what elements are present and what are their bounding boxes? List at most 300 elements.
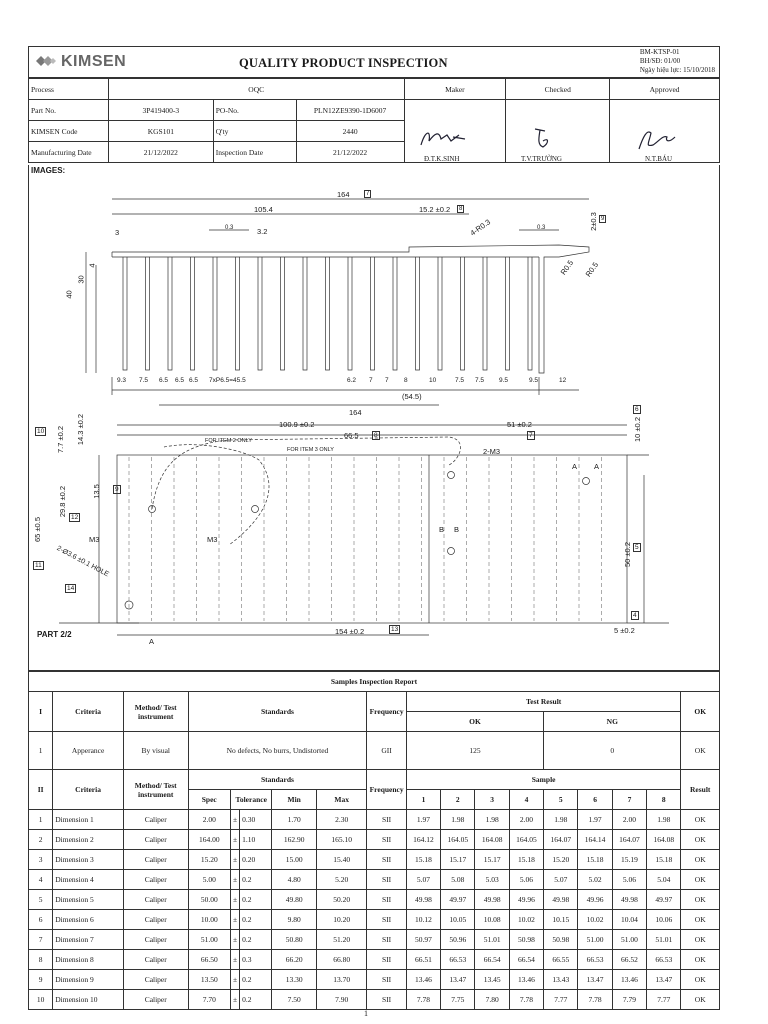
sample-value: 13.46 [406,970,440,990]
sample-value: 15.18 [509,850,543,870]
row-freq: SII [367,810,406,830]
sample-value: 1.98 [544,810,578,830]
sample-value: 15.18 [647,850,681,870]
sample-value: 13.43 [544,970,578,990]
row-name: Dimension 4 [53,870,124,890]
sample-value: 15.20 [544,850,578,870]
row-result: OK [681,930,720,950]
tag-9-bottom: 9 [115,486,119,493]
sample-value: 66.53 [441,950,475,970]
row-max: 10.20 [316,910,367,930]
sample-number-header: 3 [475,790,509,810]
tag-12: 12 [71,514,79,521]
dimension-row [29,910,720,930]
sample-value: 1.97 [578,810,612,830]
row-spec: 5.00 [188,870,230,890]
sample-value: 50.98 [509,930,543,950]
sec1-criteria-header: Criteria [53,692,124,732]
sample-value: 49.96 [509,890,543,910]
row-tol: 0.2 [240,910,272,930]
fin-spacing-dim: 7.5 [139,377,149,384]
tag-13: 13 [391,626,399,633]
samples-report-table [28,671,720,1010]
row-method: Caliper [123,810,188,830]
row-method: Caliper [123,970,188,990]
sub-header-tolerance: Tolerance [230,790,272,810]
row-idx: 5 [29,890,53,910]
part-label: PART 2/2 [37,630,72,639]
row-tol: 1.10 [240,830,272,850]
dim-135: 13.5 [91,484,101,499]
process-label: Process [29,79,109,100]
sample-value: 13.47 [647,970,681,990]
code-value: KGS101 [108,121,213,142]
row-pm: ± [230,830,239,850]
fin-spacing-dim: 10 [429,377,437,384]
approved-label: Approved [610,79,720,100]
sample-value: 13.47 [578,970,612,990]
code-label: KIMSEN Code [29,121,109,142]
sample-value: 1.98 [475,810,509,830]
part-label: Part No. [29,100,109,121]
dim-overall-bottom: 164 [349,408,362,417]
doc-revision: BH/SĐ: 01/00 [639,57,681,65]
section-a-bottom: A [149,637,155,646]
sample-value: 66.53 [647,950,681,970]
fin-spacing-dim: 7 [369,377,373,384]
row-spec: 51.00 [188,930,230,950]
row-method: Caliper [123,830,188,850]
row-tol: 0.2 [240,890,272,910]
sample-value: 49.97 [441,890,475,910]
row-name: Dimension 7 [53,930,124,950]
row-freq: SII [367,950,406,970]
sample-value: 7.78 [578,990,612,1010]
dim-h3: 3 [115,228,120,237]
sample-value: 51.00 [612,930,646,950]
row-pm: ± [230,850,239,870]
sample-value: 7.77 [647,990,681,1010]
fin-spacing-dim: 7.5 [475,377,485,384]
sample-value: 13.47 [441,970,475,990]
sample-value: 49.98 [612,890,646,910]
row-spec: 10.00 [188,910,230,930]
row-max: 66.80 [316,950,367,970]
sample-value: 5.07 [406,870,440,890]
row-result: OK [681,990,720,1010]
sec1-standards-header: Standards [188,692,367,732]
row-idx: 1 [29,810,53,830]
row-method: Caliper [123,870,188,890]
sample-value: 15.18 [406,850,440,870]
row-tol: 0.2 [240,990,272,1010]
row-result: OK [681,950,720,970]
sample-value: 10.02 [509,910,543,930]
row-pm: ± [230,870,239,890]
sample-value: 50.98 [544,930,578,950]
dim-2-top: 2±0.3 [588,212,598,231]
dimension-row [29,830,720,850]
checked-label: Checked [506,79,610,100]
row-idx: 3 [29,850,53,870]
sample-value: 5.07 [544,870,578,890]
sec1-ng-header: NG [544,712,681,732]
section-a-right: A [594,462,600,471]
mfg-date-value: 21/12/2022 [108,142,213,163]
fin-spacing-dim: 6.5 [189,377,199,384]
sample-number-header: 4 [509,790,543,810]
sample-value: 10.04 [612,910,646,930]
fin-spacing-dim: 6.5 [175,377,185,384]
fin-spacing-dim: 9.3 [117,377,127,384]
row-method: Caliper [123,910,188,930]
sample-number-header: 6 [578,790,612,810]
dim-5: 5 ±0.2 [614,626,635,635]
section-b-right: B [454,525,460,534]
dim-298: 29.8 ±0.2 [58,485,68,518]
sample-value: 5.04 [647,870,681,890]
sample-value: 15.19 [612,850,646,870]
sec1-row-result: OK [681,732,720,770]
row-spec: 50.00 [188,890,230,910]
sample-value: 10.12 [406,910,440,930]
row-result: OK [681,890,720,910]
sample-value: 51.01 [647,930,681,950]
row-result: OK [681,830,720,850]
row-freq: SII [367,970,406,990]
row-max: 50.20 [316,890,367,910]
row-min: 15.00 [272,850,316,870]
sample-value: 7.79 [612,990,646,1010]
fin-spacing-dim: 6.2 [347,377,357,384]
sample-value: 66.54 [475,950,509,970]
sample-value: 1.98 [647,810,681,830]
sec1-row-ng: 0 [544,732,681,770]
dim-50: 50 ±0.2 [622,542,632,567]
dimension-row [29,850,720,870]
sample-value: 50.96 [441,930,475,950]
row-pm: ± [230,930,239,950]
process-value: OQC [108,79,404,100]
row-tol: 0.2 [240,870,272,890]
insp-date-label: Inspection Date [213,142,296,163]
sub-header-min: Min [272,790,316,810]
row-min: 66.20 [272,950,316,970]
row-idx: 2 [29,830,53,850]
sample-value: 5.06 [612,870,646,890]
tag-5: 5 [635,544,639,551]
sample-value: 1.98 [441,810,475,830]
tol-1: 0.3 [225,225,234,231]
dimension-row [29,990,720,1010]
images-label: IMAGES: [31,166,66,175]
row-max: 13.70 [316,970,367,990]
part-value: 3P419400-3 [108,100,213,121]
dim-105: 105.4 [254,205,273,214]
fin-spacing-dim: 7.5 [455,377,465,384]
row-name: Dimension 9 [53,970,124,990]
images-section [28,165,720,671]
row-result: OK [681,810,720,830]
fin-spacing-dim: 7 [385,377,389,384]
dim-65: 65 ±0.5 [32,517,42,542]
sample-value: 7.75 [441,990,475,1010]
row-min: 162.90 [272,830,316,850]
row-freq: SII [367,890,406,910]
sample-number-header: 5 [544,790,578,810]
row-min: 9.80 [272,910,316,930]
doc-code: BM-KTSP-01 [639,48,680,56]
sample-value: 66.53 [578,950,612,970]
row-idx: 7 [29,930,53,950]
sec2-method-header: Method/ Test instrument [123,770,188,810]
dim-10: 10 ±0.2 [632,417,642,442]
row-pm: ± [230,890,239,910]
section-b-left: B [439,525,445,534]
sec2-result-header: Result [681,770,720,810]
sec1-row-method: By visual [123,732,188,770]
sample-value: 164.14 [578,830,612,850]
row-tol: 0.30 [240,810,272,830]
dim-143: 14.3 ±0.2 [76,413,86,446]
row-method: Caliper [123,990,188,1010]
sample-number-header: 2 [441,790,475,810]
company-logo [35,53,126,71]
row-pm: ± [230,810,239,830]
sample-value: 66.55 [544,950,578,970]
row-min: 1.70 [272,810,316,830]
sample-value: 5.06 [509,870,543,890]
fin-spacing-dim: 9.5 [529,377,539,384]
sec1-ok-header: OK [406,712,543,732]
hole-note: 2-Ø3.6 ±0.1 HOLE [55,544,110,579]
sample-value: 66.52 [612,950,646,970]
sec2-criteria-header: Criteria [53,770,124,810]
row-freq: SII [367,870,406,890]
tag-7-top: 7 [366,191,370,197]
dim-h4: 4 [87,263,97,268]
row-tol: 0.3 [240,950,272,970]
signatures-icon [413,123,733,153]
tag-7-bottom: 7 [529,432,533,439]
tag-14: 14 [67,585,75,592]
sec2-freq-header: Frequency [367,770,406,810]
dim-77: 7.7 ±0.2 [56,425,66,454]
sample-value: 7.80 [475,990,509,1010]
row-spec: 13.50 [188,970,230,990]
sample-value: 164.07 [544,830,578,850]
row-method: Caliper [123,850,188,870]
sample-value: 164.05 [441,830,475,850]
dim-665: 66.5 [344,431,359,440]
dim-51: 51 ±0.2 [507,420,532,429]
kimsen-logo-icon [35,54,57,68]
sec2-sample-header: Sample [406,770,681,790]
row-freq: SII [367,850,406,870]
sample-value: 15.17 [441,850,475,870]
row-name: Dimension 8 [53,950,124,970]
sample-value: 15.17 [475,850,509,870]
page-title: QUALITY PRODUCT INSPECTION [239,56,448,70]
po-value: PLN12ZE9390-1D6007 [296,100,404,121]
sample-value: 7.78 [406,990,440,1010]
sec1-freq-header: Frequency [367,692,406,732]
sec1-row-idx: 1 [29,732,53,770]
row-method: Caliper [123,950,188,970]
sample-value: 10.05 [441,910,475,930]
sample-value: 50.97 [406,930,440,950]
sample-value: 164.12 [406,830,440,850]
sec1-row-freq: GII [367,732,406,770]
document-reference [640,48,715,75]
sample-value: 10.08 [475,910,509,930]
dimension-row [29,950,720,970]
sample-number-header: 8 [647,790,681,810]
row-result: OK [681,850,720,870]
sec1-row-standards: No defects, No burrs, Undistorted [188,732,367,770]
row-idx: 10 [29,990,53,1010]
row-pm: ± [230,990,239,1010]
row-spec: 15.20 [188,850,230,870]
report-title: Samples Inspection Report [29,672,720,692]
sample-value: 13.45 [475,970,509,990]
row-idx: 9 [29,970,53,990]
row-max: 2.30 [316,810,367,830]
tag-6: 6 [635,406,639,413]
row-max: 5.20 [316,870,367,890]
row-pm: ± [230,970,239,990]
section-a-left: A [572,462,578,471]
row-tol: 0.2 [240,930,272,950]
maker-label: Maker [404,79,506,100]
logo-text: KIMSEN [61,53,127,70]
row-spec: 164.00 [188,830,230,850]
row-freq: SII [367,830,406,850]
tag-9-top: 9 [601,216,605,222]
row-idx: 4 [29,870,53,890]
sub-header-spec: Spec [188,790,230,810]
sample-number-header: 7 [612,790,646,810]
row-min: 7.50 [272,990,316,1010]
po-label: PO-No. [213,100,296,121]
dimension-row [29,930,720,950]
label-2m3: 2-M3 [483,447,501,456]
row-tol: 0.20 [240,850,272,870]
tag-10: 10 [37,428,45,435]
sample-value: 7.77 [544,990,578,1010]
fin-spacing-dim: 9.5 [499,377,509,384]
sample-value: 1.97 [406,810,440,830]
sample-value: 164.08 [647,830,681,850]
sec1-method-header: Method/ Test instrument [123,692,188,732]
document-header [28,46,720,78]
sample-value: 2.00 [612,810,646,830]
row-max: 15.40 [316,850,367,870]
sample-value: 164.05 [509,830,543,850]
inspection-sheet [28,46,720,1018]
row-freq: SII [367,930,406,950]
dimension-row [29,870,720,890]
fin-spacing-dim: 6.5 [159,377,169,384]
dim-r05-a: R0.5 [558,258,576,277]
row-name: Dimension 5 [53,890,124,910]
label-m3-b: M3 [207,535,218,544]
row-spec: 2.00 [188,810,230,830]
sample-value: 66.54 [509,950,543,970]
sample-value: 5.02 [578,870,612,890]
sec1-result-header: OK [681,692,720,732]
sample-value: 10.15 [544,910,578,930]
dim-1009: 100.9 ±0.2 [279,420,315,429]
sample-value: 2.00 [509,810,543,830]
sample-value: 49.98 [406,890,440,910]
sec1-row-criteria: Apperance [53,732,124,770]
tag-4: 4 [633,612,637,619]
tag-8-top: 8 [459,206,463,212]
row-min: 4.80 [272,870,316,890]
sample-number-header: 1 [406,790,440,810]
row-name: Dimension 10 [53,990,124,1010]
tag-8-bottom: 8 [374,432,378,439]
sec1-row-ok: 125 [406,732,543,770]
row-method: Caliper [123,890,188,910]
sec1-idx-header: I [29,692,53,732]
row-max: 7.90 [316,990,367,1010]
dim-h30: 30 [76,275,86,284]
fin-spacing-dim: 7xP6.5=45.5 [209,377,246,384]
row-freq: SII [367,990,406,1010]
row-spec: 66.50 [188,950,230,970]
row-idx: 6 [29,910,53,930]
fin-spacing-dim: 12 [559,377,567,384]
sample-value: 51.00 [578,930,612,950]
row-name: Dimension 1 [53,810,124,830]
row-result: OK [681,870,720,890]
dim-r03: 4-R0.3 [468,217,493,238]
row-method: Caliper [123,930,188,950]
sample-value: 10.06 [647,910,681,930]
row-spec: 7.70 [188,990,230,1010]
page-number: 1 [364,1009,368,1018]
sample-value: 66.51 [406,950,440,970]
dim-r05-b: R0.5 [583,260,601,279]
row-tol: 0.2 [240,970,272,990]
note-item-2: FOR ITEM 2 ONLY [205,438,252,444]
row-min: 49.80 [272,890,316,910]
sample-value: 5.03 [475,870,509,890]
row-freq: SII [367,910,406,930]
insp-date-value: 21/12/2022 [296,142,404,163]
sample-value: 5.08 [441,870,475,890]
sample-value: 10.02 [578,910,612,930]
row-result: OK [681,910,720,930]
sample-value: 13.46 [612,970,646,990]
dim-154: 154 ±0.2 [335,627,365,636]
dimension-row [29,810,720,830]
dim-overall-top: 164 [337,190,350,199]
dim-32: 3.2 [257,227,268,236]
sec2-standards-header: Standards [188,770,367,790]
dim-h40: 40 [64,290,74,299]
qty-label: Q'ty [213,121,296,142]
tag-11: 11 [35,562,42,569]
row-pm: ± [230,910,239,930]
dimension-row [29,970,720,990]
sec2-idx-header: II [29,770,53,810]
sub-header-max: Max [316,790,367,810]
doc-effective-date: Ngày hiệu lực: 15/10/2018 [639,66,715,74]
mfg-date-label: Manufacturing Date [29,142,109,163]
